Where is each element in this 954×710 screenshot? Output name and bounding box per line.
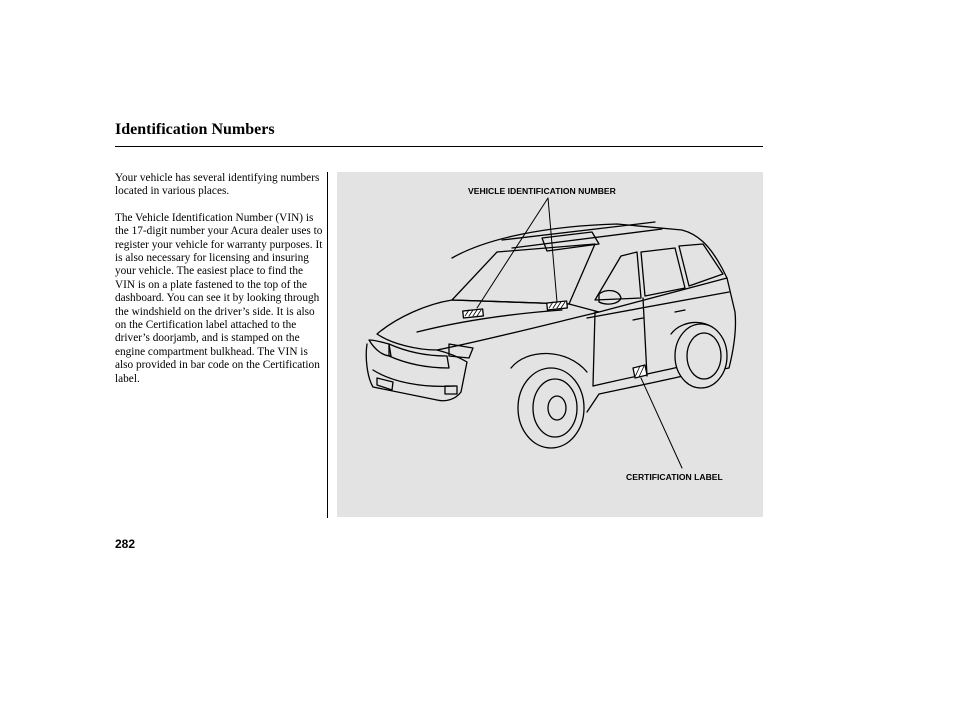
rear-side-window (641, 248, 685, 296)
page-number: 282 (115, 537, 136, 551)
suv-illustration (337, 172, 763, 517)
front-door-line (593, 312, 595, 386)
side-mirror (599, 291, 621, 305)
vin-paragraph: The Vehicle Identification Number (VIN) is the 17-digit number your Acura dealer uses to register your vehicle for warranty purposes. It is also necessary for licensing and insuring your vehicle. The easiest place to find the VIN is on a plate fastened to the top of the dashboard. You can see it by looking through the windshield on the driver’s side. It is also on the Certification label attached to the driver’s doorjamb, and is stamped on the engine compartment bulkhead. The VIN is also provided in bar code on the Certification label. (115, 211, 323, 385)
vin-leader-lines (477, 198, 557, 308)
rear-door-line (643, 298, 647, 376)
certification-callout-label: CERTIFICATION LABEL (626, 472, 723, 482)
front-bumper (373, 370, 455, 386)
headlight-left (369, 340, 391, 356)
page-title: Identification Numbers (115, 121, 275, 138)
column-divider (327, 172, 328, 518)
cert-leader-line (641, 378, 682, 468)
intro-paragraph: Your vehicle has several identifying numbers located in various places. (115, 172, 320, 198)
vehicle-figure (337, 172, 763, 517)
body-text (115, 172, 323, 399)
hood-crease (417, 310, 562, 332)
fog-vent (377, 378, 457, 394)
door-handle (633, 310, 685, 320)
vin-callout-label: VEHICLE IDENTIFICATION NUMBER (468, 186, 616, 196)
title-divider (115, 146, 763, 147)
grille (389, 344, 449, 368)
quarter-window (679, 244, 723, 286)
windshield (452, 244, 595, 304)
